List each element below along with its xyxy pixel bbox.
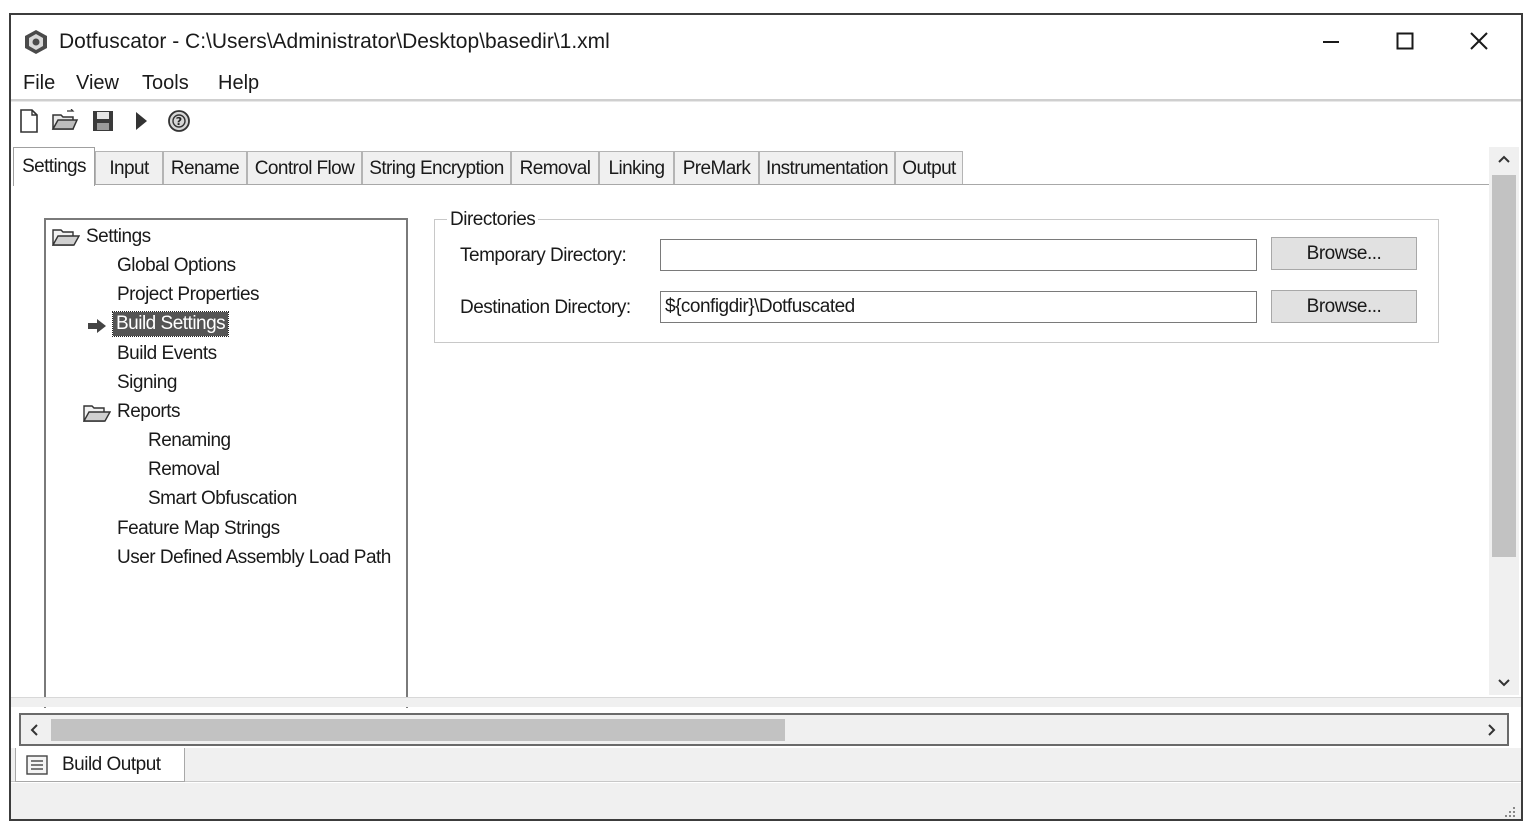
destination-directory-input[interactable] — [660, 291, 1257, 323]
menu-view[interactable]: View — [76, 72, 119, 94]
destination-directory-label: Destination Directory: — [460, 297, 631, 318]
directories-group-label: Directories — [447, 209, 538, 231]
scroll-right-button[interactable] — [1477, 715, 1507, 744]
app-logo-icon — [23, 29, 49, 55]
tree-node-renaming[interactable]: Renaming — [148, 430, 231, 451]
tree-node-removal[interactable]: Removal — [148, 459, 220, 480]
open-button[interactable] — [51, 107, 79, 135]
tree-node-feature-map-strings[interactable]: Feature Map Strings — [117, 518, 280, 539]
tab-strip — [11, 147, 1489, 185]
help-icon — [167, 109, 191, 133]
settings-tree — [44, 218, 408, 708]
chevron-up-icon — [1497, 154, 1511, 164]
window-title: Dotfuscator - C:\Users\Administrator\Desktop\basedir\1.xml — [59, 30, 610, 53]
scroll-down-button[interactable] — [1489, 671, 1519, 695]
tree-node-user-defined-assembly-load-path[interactable]: User Defined Assembly Load Path — [117, 547, 391, 568]
new-button[interactable] — [15, 107, 43, 135]
app-window — [9, 13, 1523, 821]
menu-separator — [11, 99, 1521, 102]
maximize-icon — [1396, 32, 1414, 50]
folder-open-icon — [52, 226, 80, 248]
vertical-scroll-thumb[interactable] — [1492, 175, 1516, 557]
horizontal-scroll-thumb[interactable] — [51, 719, 785, 741]
toolbar — [11, 103, 1521, 139]
resize-grip-icon[interactable] — [1503, 805, 1517, 819]
minimize-icon — [1322, 32, 1340, 50]
tree-node-build-settings[interactable]: Build Settings — [113, 312, 228, 336]
tab-input[interactable]: Input — [95, 151, 163, 185]
tab-output[interactable]: Output — [895, 151, 963, 185]
tree-node-build-events[interactable]: Build Events — [117, 343, 217, 364]
vertical-scrollbar[interactable] — [1489, 147, 1519, 695]
build-button[interactable] — [127, 107, 155, 135]
minimize-button[interactable] — [1295, 15, 1367, 67]
tab-linking[interactable]: Linking — [599, 151, 674, 185]
tree-node-settings[interactable]: Settings — [86, 226, 151, 247]
build-output-tab[interactable] — [15, 748, 185, 782]
temporary-directory-label: Temporary Directory: — [460, 245, 627, 266]
horizontal-scrollbar[interactable] — [19, 713, 1509, 746]
arrow-right-icon — [86, 317, 108, 335]
output-list-icon — [26, 755, 48, 775]
menu-tools[interactable]: Tools — [142, 72, 189, 94]
tree-node-global-options[interactable]: Global Options — [117, 255, 236, 276]
build-output-tab-label: Build Output — [62, 753, 161, 775]
scroll-up-button[interactable] — [1489, 147, 1519, 171]
destination-browse-button[interactable]: Browse... — [1271, 290, 1417, 323]
temporary-browse-button[interactable]: Browse... — [1271, 237, 1417, 270]
panel-splitter[interactable] — [11, 697, 1521, 707]
open-folder-icon — [51, 109, 79, 133]
menu-help[interactable]: Help — [218, 72, 260, 94]
close-icon — [1469, 31, 1489, 51]
menu-file[interactable]: File — [23, 72, 56, 94]
tab-panel-border — [13, 184, 1489, 185]
svg-text:?: ? — [175, 115, 183, 128]
menu-bar — [11, 67, 1521, 99]
tree-node-reports[interactable]: Reports — [117, 401, 181, 422]
tab-rename[interactable]: Rename — [163, 151, 247, 185]
maximize-button[interactable] — [1369, 15, 1441, 67]
help-button[interactable] — [165, 107, 193, 135]
status-bar — [11, 783, 1521, 821]
title-bar[interactable] — [11, 15, 1521, 67]
chevron-down-icon — [1497, 678, 1511, 688]
scroll-left-button[interactable] — [21, 715, 47, 744]
tab-settings[interactable]: Settings — [13, 147, 95, 186]
bottom-tab-strip — [11, 748, 1521, 782]
chevron-right-icon — [1487, 723, 1497, 737]
tree-node-smart-obfuscation[interactable]: Smart Obfuscation — [148, 488, 297, 509]
temporary-directory-input[interactable] — [660, 239, 1257, 271]
tree-node-project-properties[interactable]: Project Properties — [117, 284, 260, 305]
tab-control-flow[interactable]: Control Flow — [247, 151, 362, 185]
tab-string-encryption[interactable]: String Encryption — [362, 151, 511, 185]
tab-instrumentation[interactable]: Instrumentation — [759, 151, 895, 185]
tab-removal[interactable]: Removal — [511, 151, 599, 185]
chevron-left-icon — [29, 723, 39, 737]
folder-open-icon — [83, 402, 111, 424]
save-icon — [91, 109, 115, 133]
save-button[interactable] — [89, 107, 117, 135]
new-file-icon — [18, 109, 40, 133]
tree-node-signing[interactable]: Signing — [117, 372, 177, 393]
run-icon — [133, 110, 149, 132]
tab-premark[interactable]: PreMark — [674, 151, 759, 185]
close-button[interactable] — [1443, 15, 1515, 67]
